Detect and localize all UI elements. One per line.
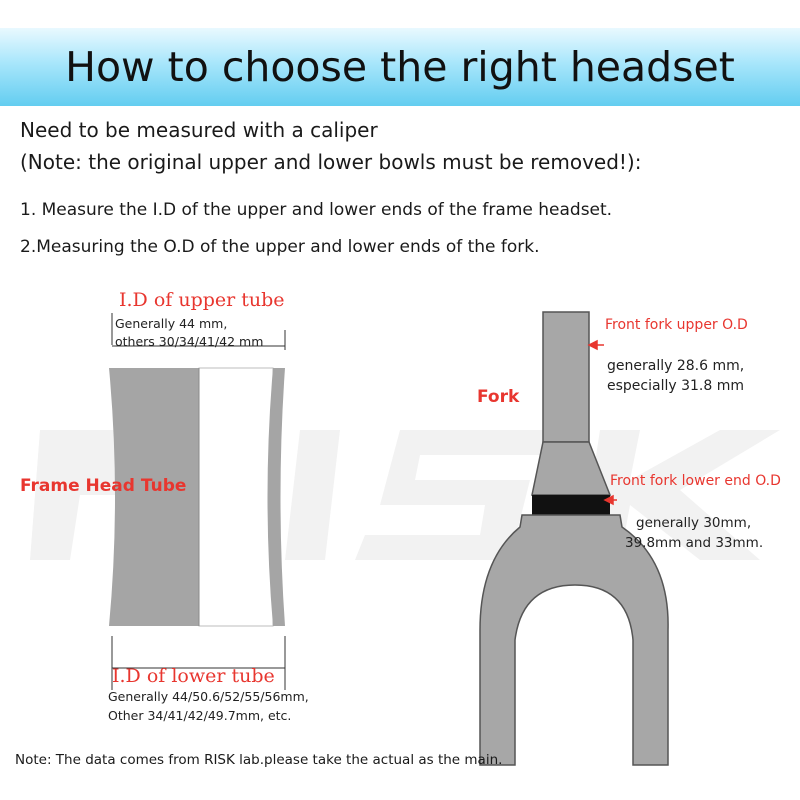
fork-upper-arrow — [589, 341, 604, 349]
step-2: 2.Measuring the O.D of the upper and lower ends of the fork. — [20, 237, 540, 257]
intro-line-2: (Note: the original upper and lower bowls must be removed!): — [20, 150, 642, 174]
fork-upper-spec-1: generally 28.6 mm, — [607, 358, 745, 374]
step-1: 1. Measure the I.D of the upper and lower ends of the frame headset. — [20, 200, 613, 220]
frame-head-tube — [109, 368, 285, 626]
footer-note: Note: The data comes from RISK lab.please take the actual as the main. — [15, 752, 503, 768]
upper-tube-spec-1: Generally 44 mm, — [115, 316, 228, 331]
intro-line-1: Need to be measured with a caliper — [20, 118, 378, 142]
fork-label: Fork — [477, 387, 520, 407]
frame-head-tube-label: Frame Head Tube — [20, 476, 187, 496]
lower-tube-id-label: I.D of lower tube — [112, 665, 275, 687]
fork-crown-legs — [480, 515, 668, 765]
lower-tube-spec-2: Other 34/41/42/49.7mm, etc. — [108, 708, 292, 723]
fork-steerer — [543, 312, 589, 442]
fork-upper-od-label: Front fork upper O.D — [605, 317, 748, 333]
fork-lower-od-label: Front fork lower end O.D — [610, 473, 781, 489]
fork-lower-spec-2: 39.8mm and 33mm. — [625, 535, 764, 551]
upper-tube-spec-2: others 30/34/41/42 mm — [115, 334, 264, 349]
upper-tube-id-label: I.D of upper tube — [119, 289, 285, 311]
head-tube-left-wall — [109, 368, 199, 626]
page-title: How to choose the right headset — [65, 43, 735, 91]
lower-tube-spec-1: Generally 44/50.6/52/55/56mm, — [108, 689, 309, 704]
fork-crown-race — [532, 495, 610, 515]
fork-upper-spec-2: especially 31.8 mm — [607, 378, 744, 394]
fork-lower-spec-1: generally 30mm, — [636, 515, 752, 531]
head-tube-bore — [199, 368, 273, 626]
